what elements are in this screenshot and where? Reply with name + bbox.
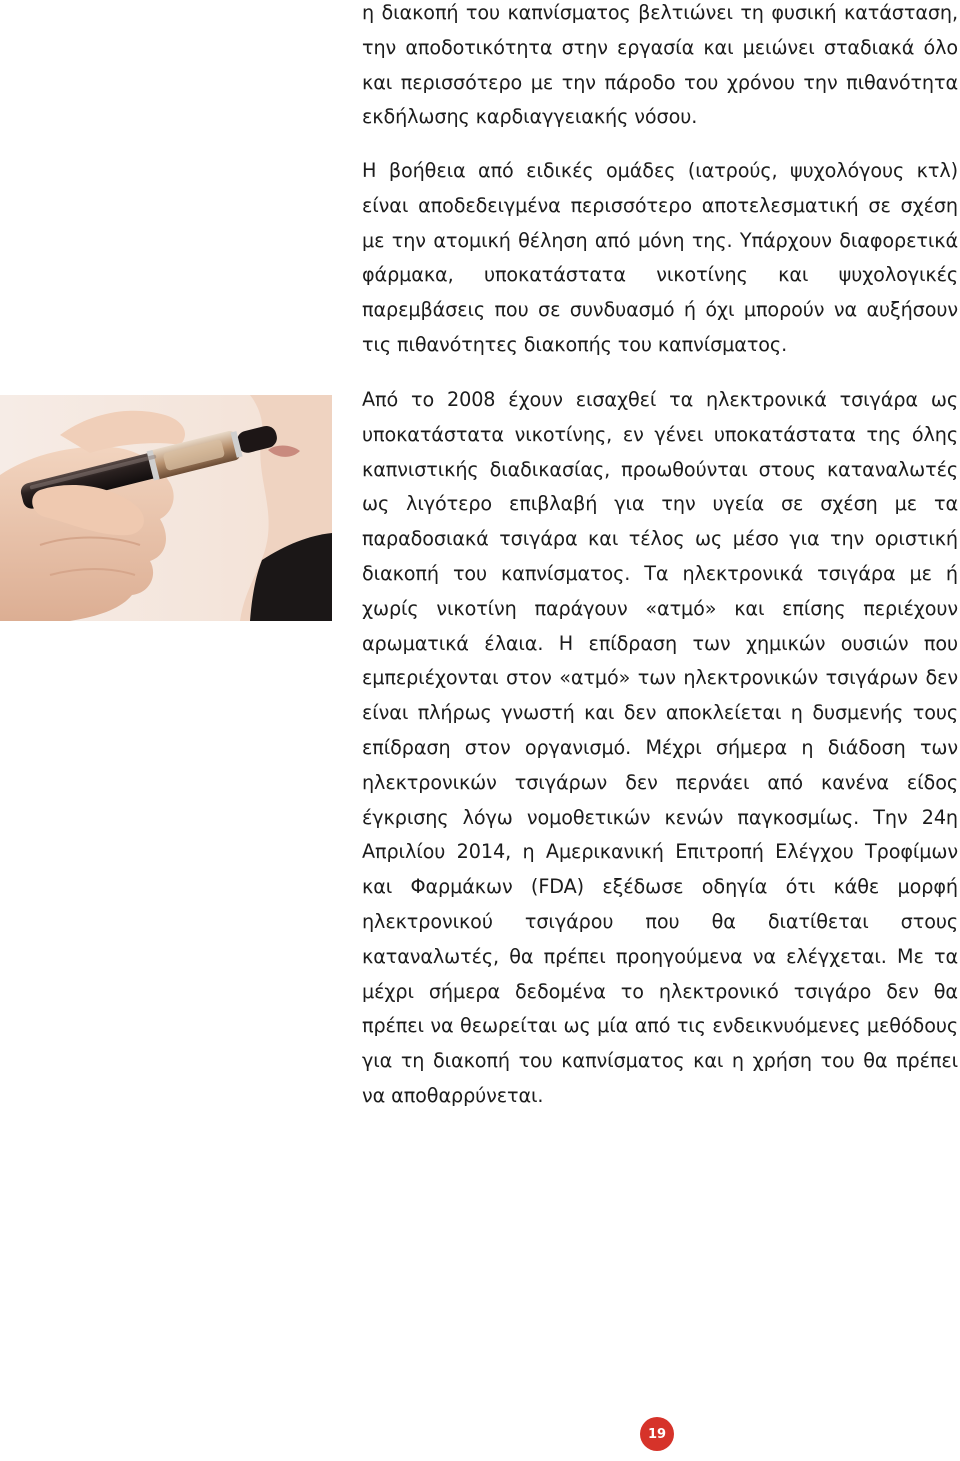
paragraph-2: Η βοήθεια από ειδικές ομάδες (ιατρούς, ψυχολόγους κτλ) είναι αποδεδειγμένα περισσότερο αποτελεσματική σε σχέση με την ατομική θέληση από μόνη της. Υπάρχουν διαφορετικά φάρμακα, υποκατάστατα νικοτίνης και ψυχολογικές παρεμβάσεις που σε συνδυασμό ή όχι μπορούν να αυξήσουν τις πιθανότητες διακοπής του καπνίσματος.: [362, 159, 958, 356]
e-cigarette-photo: [0, 395, 332, 621]
paragraph-3: Από το 2008 έχουν εισαχθεί τα ηλεκτρονικά τσιγάρα ως υποκατάστατα νικοτίνης, εν γένει υποκατάστατα της όλης καπνιστικής διαδικασίας, προωθούνται στους καταναλωτές ως λιγότερο επιβλαβή για την υγεία σε σχέση με τα παραδοσιακά τσιγάρα και τέλος ως μέσο για την οριστική διακοπή του καπνίσματος. Τα ηλεκτρονικά τσιγάρα με ή χωρίς νικοτίνη παράγουν «ατμό» και επίσης περιέχουν αρωματικά έλαια. Η επίδραση των χημικών ουσιών που εμπεριέχονται στον «ατμό» των ηλεκτρονικών τσιγάρων δεν είναι πλήρως γνωστή και δεν αποκλείεται η δυσμενής τους επίδραση στον οργανισμό. Μέχρι σήμερα η διάδοση των ηλεκτρονικών τσιγάρων δεν περνάει από κανένα είδος έγκρισης λόγω νομοθετικών κενών παγκοσμίως. Την 24η Απριλίου 2014, η Αμερικανική Επιτροπή Ελέγχου Τροφίμων και Φαρμάκων (FDA) εξέδωσε οδηγία ότι κάθε μορφή ηλεκτρονικού τσιγάρου που θα διατίθεται στους καταναλωτές, θα πρέπει προηγούμενα να ελέγχεται. Με τα μέχρι σήμερα δεδομένα το ηλεκτρονικό τσιγάρο δεν θα πρέπει να θεωρείται ως μία από τις ενδεικνυόμενες μεθόδους για τη διακοπή του καπνίσματος και η χρήση του θα πρέπει να αποθαρρύνεται.: [362, 388, 958, 1107]
page-number-badge: 19: [640, 1417, 674, 1451]
paragraph-1: η διακοπή του καπνίσματος βελτιώνει τη φυσική κατάσταση, την αποδοτικότητα στην εργασία και μειώνει σταδιακά όλο και περισσότερο με την πάροδο του χρόνου την πιθανότητα εκδήλωσης καρδιαγγειακής νόσου.: [362, 1, 958, 129]
e-cigarette-hand-illustration: [0, 395, 332, 621]
